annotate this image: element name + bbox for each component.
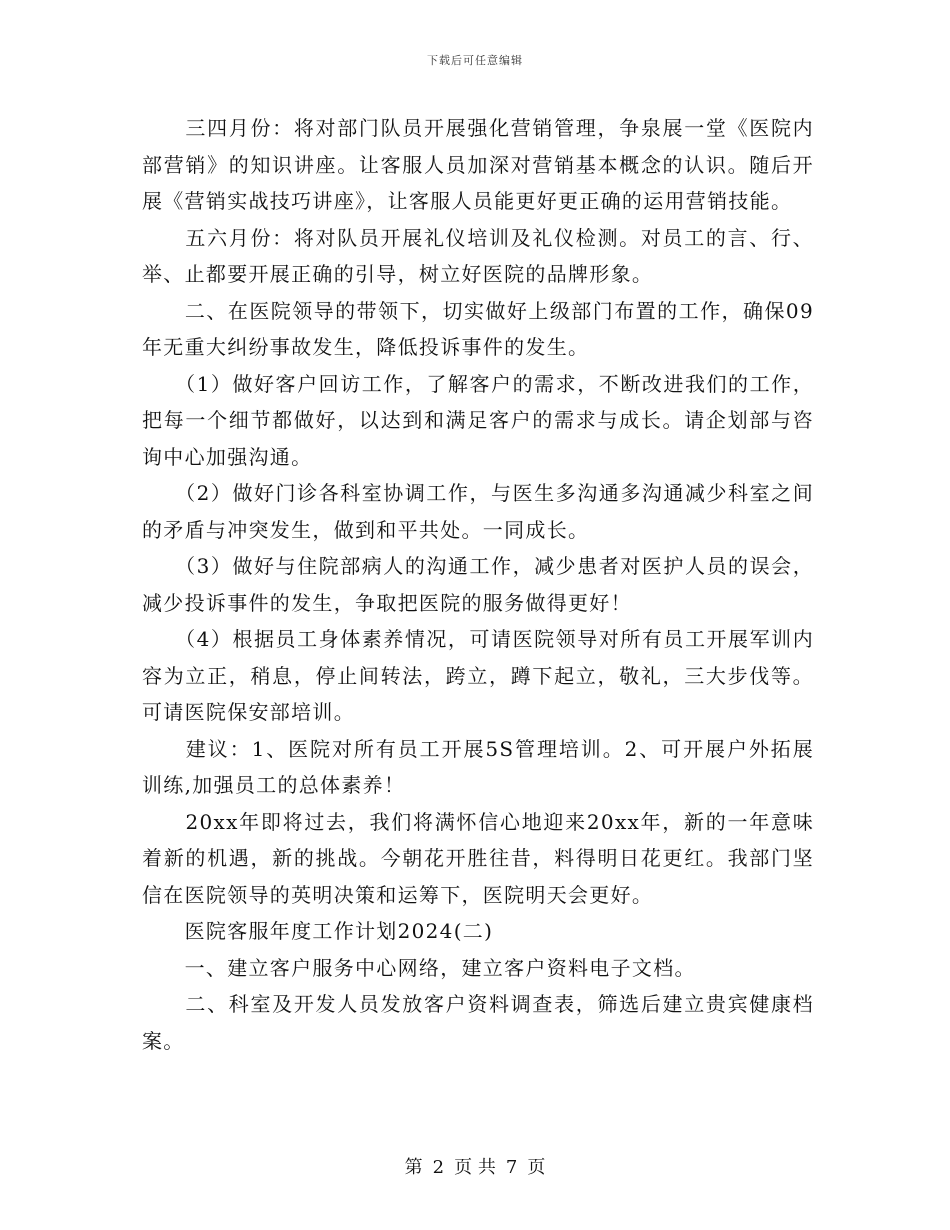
paragraph-marketing-plan: 三四月份：将对部门队员开展强化营销管理，争泉展一堂《医院内部营销》的知识讲座。让客服人员加深对营销基本概念的认识。随后开展《营销实战技巧讲座》，让客服人员能更好更正确的运用营销技能。 <box>142 116 814 213</box>
paragraph-closing: 20xx年即将过去，我们将满怀信心地迎来20xx年，新的一年意味着新的机遇，新的挑战。今朝花开胜往昔，料得明日花更红。我部门坚信在医院领导的英明决策和运筹下，医院明天会更好。 <box>142 809 814 907</box>
paragraph-plan-two-item-1: 一、建立客户服务中心网络，建立客户资料电子文档。 <box>142 955 696 980</box>
section-title-plan-two: 医院客服年度工作计划2024(二) <box>142 919 494 943</box>
paragraph-etiquette-plan: 五六月份：将对队员开展礼仪培训及礼仪检测。对员工的言、行、举、止都要开展正确的引导，树立好医院的品牌形象。 <box>142 225 814 286</box>
paragraph-item-1: （1）做好客户回访工作，了解客户的需求，不断改进我们的工作，把每一个细节都做好，以达到和满足客户的需求与成长。请企划部与咨询中心加强沟通。 <box>142 371 814 469</box>
footer-suffix: 页 <box>527 1157 546 1178</box>
paragraph-section-two: 二、在医院领导的带领下，切实做好上级部门布置的工作，确保09年无重大纠纷事故发生，降低投诉事件的发生。 <box>142 298 814 359</box>
current-page-number: 2 <box>432 1157 445 1178</box>
paragraph-item-3: （3）做好与住院部病人的沟通工作，减少患者对医护人员的误会，减少投诉事件的发生，争取把医院的服务做得更好！ <box>142 554 814 615</box>
paragraph-item-2: （2）做好门诊各科室协调工作，与医生多沟通多沟通减少科室之间的矛盾与冲突发生，做到和平共处。一同成长。 <box>142 481 814 542</box>
page-footer <box>0 1153 950 1179</box>
paragraph-suggestion: 建议：1、医院对所有员工开展5S管理培训。2、可开展户外拓展训练,加强员工的总体素养！ <box>142 736 814 797</box>
footer-prefix: 第 <box>404 1157 423 1178</box>
paragraph-plan-two-item-2: 二、科室及开发人员发放客户资料调查表，筛选后建立贵宾健康档案。 <box>142 992 814 1053</box>
total-pages-number: 7 <box>505 1157 518 1178</box>
page-header: 下载后可任意编辑 <box>427 54 523 67</box>
paragraph-item-4: （4）根据员工身体素养情况，可请医院领导对所有员工开展军训内容为立正，稍息，停止间转法，跨立，蹲下起立，敬礼，三大步伐等。可请医院保安部培训。 <box>142 627 814 724</box>
footer-middle: 页 共 <box>454 1157 496 1178</box>
document-body <box>142 110 814 1059</box>
